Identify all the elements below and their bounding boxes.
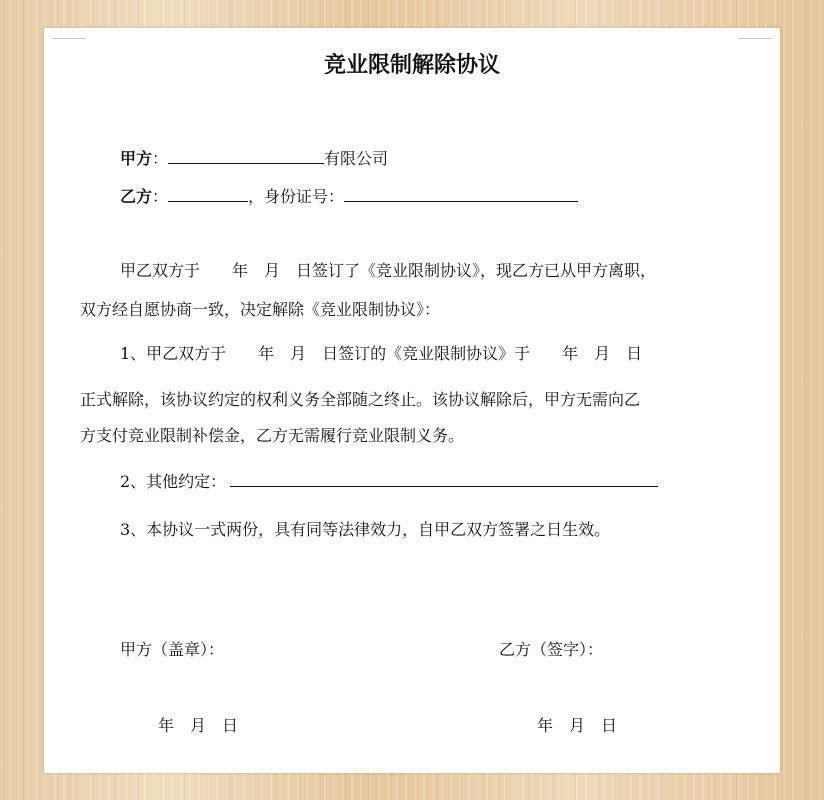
party-a-name-blank [168, 148, 324, 164]
party-b-id-blank [344, 186, 578, 202]
party-b-id-label: ，身份证号： [248, 187, 345, 206]
clause-2-line [120, 471, 658, 492]
party-b-colon: ： [152, 187, 169, 206]
party-b-date: 年 月 日 [537, 716, 618, 735]
party-a-seal-label: 甲方（盖章）： [120, 640, 225, 659]
document-title: 竞业限制解除协议 [323, 53, 500, 78]
party-a-suffix: 有限公司 [324, 149, 389, 168]
clause-1-line-3: 方支付竞业限制补偿金，乙方无需履行竞业限制义务。 [80, 426, 465, 445]
intro-line-1: 甲乙双方于 年 月 日签订了《竞业限制协议》，现乙方已从甲方离职， [120, 261, 657, 280]
clause-1-line-2: 正式解除，该协议约定的权利义务全部随之终止。该协议解除后，甲方无需向乙 [80, 390, 641, 409]
document-page [44, 28, 780, 773]
clause-2-blank [230, 471, 658, 487]
party-a-label: 甲方 [120, 149, 153, 168]
party-a-colon: ： [152, 149, 169, 168]
clause-2-label: 2、其他约定： [120, 472, 227, 491]
intro-line-2: 双方经自愿协商一致，决定解除《竞业限制协议》： [80, 300, 441, 319]
clause-3-line: 3、本协议一式两份，具有同等法律效力，自甲乙双方签署之日生效。 [120, 520, 611, 539]
crop-mark-top-right [738, 28, 772, 39]
party-a-date: 年 月 日 [158, 716, 239, 735]
party-b-label: 乙方 [120, 187, 153, 206]
party-b-line [120, 186, 578, 207]
clause-1-line-1: 1、甲乙双方于 年 月 日签订的《竞业限制协议》于 年 月 日 [120, 344, 643, 363]
party-b-signature-label: 乙方（签字）： [499, 640, 604, 659]
crop-mark-top-left [52, 28, 86, 39]
party-b-name-blank [168, 186, 248, 202]
party-a-line [120, 148, 388, 169]
